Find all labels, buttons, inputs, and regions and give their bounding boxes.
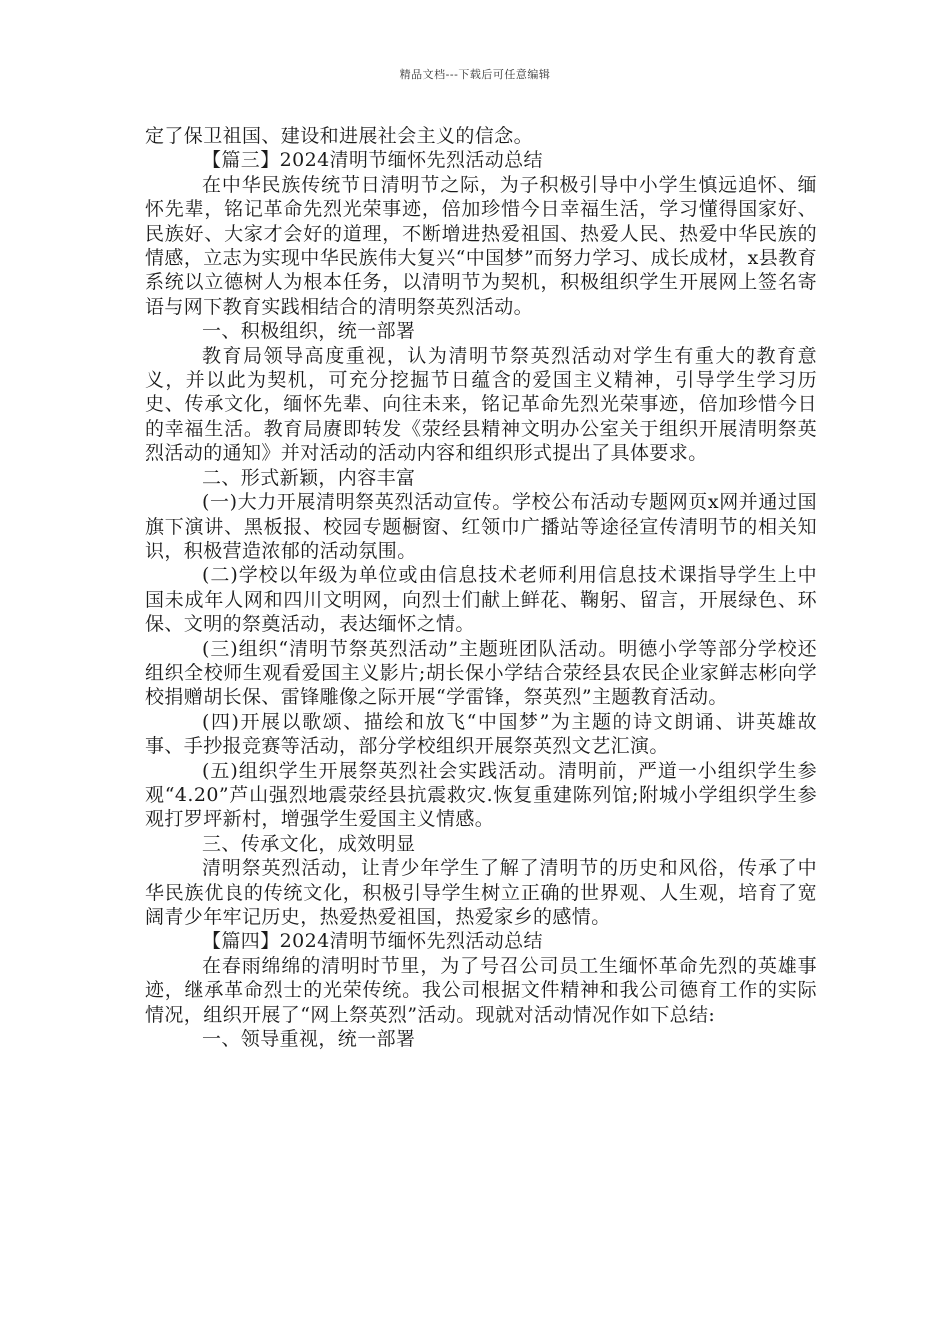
paragraph: (五)组织学生开展祭英烈社会实践活动。清明前，严道一小组织学生参观“4.20”芦山强烈地震荥经县抗震救灾.恢复重建陈列馆;附城小学组织学生参观打罗坪新村，增强学生爱国主义情感。: [145, 759, 817, 831]
paragraph: 在春雨绵绵的清明时节里，为了号召公司员工生缅怀革命先烈的英雄事迹，继承革命烈士的光荣传统。我公司根据文件精神和我公司德育工作的实际情况，组织开展了“网上祭英烈”活动。现就对活动情况作如下总结:: [145, 954, 817, 1026]
section-heading: 【篇三】2024清明节缅怀先烈活动总结: [202, 149, 543, 172]
section-heading: 【篇四】2024清明节缅怀先烈活动总结: [202, 930, 543, 953]
subheading: 一、领导重视，统一部署: [202, 1028, 416, 1051]
document-body: [145, 124, 817, 1051]
page-header: 精品文档---下载后可任意编辑: [399, 68, 551, 81]
paragraph: (四)开展以歌颂、描绘和放飞“中国梦”为主题的诗文朗诵、讲英雄故事、手抄报竞赛等活动，部分学校组织开展祭英烈文艺汇演。: [145, 710, 817, 758]
paragraph: 定了保卫祖国、建设和进展社会主义的信念。: [145, 125, 534, 147]
paragraph: (一)大力开展清明祭英烈活动宣传。学校公布活动专题网页x网并通过国旗下演讲、黑板报、校园专题橱窗、红领巾广播站等途径宣传清明节的相关知识，积极营造浓郁的活动氛围。: [145, 491, 817, 562]
subheading: 一、积极组织，统一部署: [202, 320, 416, 343]
paragraph: 清明祭英烈活动，让青少年学生了解了清明节的历史和风俗，传承了中华民族优良的传统文化，积极引导学生树立正确的世界观、人生观，培育了宽阔青少年牢记历史，热爱热爱祖国，热爱家乡的感情。: [145, 857, 817, 928]
subheading: 三、传承文化，成效明显: [202, 832, 416, 855]
paragraph: (三)组织“清明节祭英烈活动”主题班团队活动。明德小学等部分学校还组织全校师生观看爱国主义影片;胡长保小学结合荥经县农民企业家鲜志彬向学校捐赠胡长保、雷锋雕像之际开展“学雷锋，祭英烈”主题教育活动。: [145, 637, 817, 709]
paragraph: 在中华民族传统节日清明节之际，为子积极引导中小学生慎远追怀、缅怀先辈，铭记革命先烈光荣事迹，倍加珍惜今日幸福生活，学习懂得国家好、民族好、大家才会好的道理，不断增进热爱祖国、热爱人民、热爱中华民族的情感，立志为实现中华民族伟大复兴“中国梦”而努力学习、成长成材，x县教育系统以立德树人为根本任务，以清明节为契机，积极组织学生开展网上签名寄语与网下教育实践相结合的清明祭英烈活动。: [145, 173, 817, 318]
subheading: 二、形式新颖，内容丰富: [202, 466, 416, 489]
paragraph: 教育局领导高度重视，认为清明节祭英烈活动对学生有重大的教育意义，并以此为契机，可充分挖掘节日蕴含的爱国主义精神，引导学生学习历史、传承文化，缅怀先辈、向往未来，铭记革命先烈光荣事迹，倍加珍惜今日的幸福生活。教育局赓即转发《荥经县精神文明办公室关于组织开展清明祭英烈活动的通知》并对活动的活动内容和组织形式提出了具体要求。: [145, 344, 817, 465]
paragraph: (二)学校以年级为单位或由信息技术老师利用信息技术课指导学生上中国未成年人网和四川文明网，向烈士们献上鲜花、鞠躬、留言，开展绿色、环保、文明的祭奠活动，表达缅怀之情。: [145, 564, 817, 636]
